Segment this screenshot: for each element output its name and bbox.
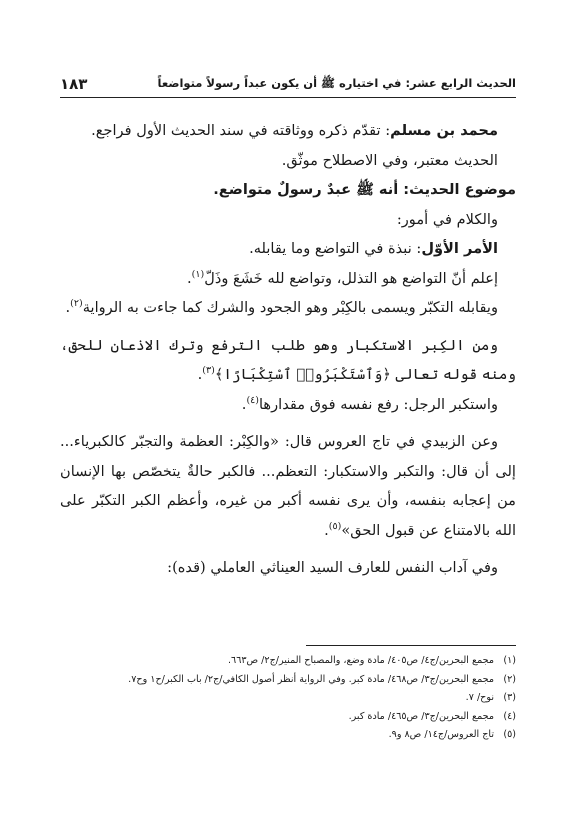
running-title: الحديث الرابع عشر: في اختياره ﷺ أن يكون عبداً رسولاً متواضعاً: [157, 76, 516, 90]
footnote-text: مجمع البحرين/ج٣/ ص٤٦٥/ مادة كبر.: [348, 710, 494, 722]
istakbara-end: .: [241, 395, 247, 413]
section-heading: موضوع الحديث: أنه ﷺ عبدٌ رسولٌ متواضع.: [213, 181, 516, 198]
humility-end: .: [187, 269, 192, 287]
paragraph-arrogance: [60, 293, 516, 323]
footnote-ref-1: (١): [191, 268, 205, 280]
footnote-number: (٤): [503, 710, 516, 722]
istikbar-text: ومن الكِبر الاستكبار وهو طلب الترفع وترك الاذعان للحق، ومنه قوله تعالى ﴿وَٱسْتَكْبَرُوا۟ ٱسْتِكْبَارًا﴾: [60, 336, 516, 383]
running-header: [60, 68, 516, 98]
paragraph-humility: [60, 264, 516, 294]
humility-text: إعلم أنّ التواضع هو التذلل، وتواضع لله خَشَعَ وذَلّ: [204, 269, 498, 287]
narrator-note: : تقدّم ذكره ووثاقته في سند الحديث الأول فراجع.: [91, 122, 391, 139]
footnote-ref-5: (٥): [328, 520, 342, 532]
arrogance-end: .: [65, 299, 71, 316]
footnote-text: تاج العروس/ج١٤/ ص٨ و٩.: [388, 729, 494, 740]
page-body: [60, 116, 516, 583]
paragraph-grading: الحديث معتبر، وفي الاصطلاح موثّق.: [281, 151, 498, 169]
footnote-item: [60, 652, 516, 671]
zabidi-text: وعن الزبيدي في تاج العروس قال: «والكِبْر: العظمة والتجبّر كالكبرياء... إلى أن قال: والتكبر والاستكبار: التعظم... فالكبر حالةٌ يتخصّص بها الإنسان من إعجابه بنفسه، وأن يرى نفسه أكبر من غيره، وأعظم الكبر التكبّر على الله بالامتناع عن قبول الحق»: [60, 433, 516, 539]
footnotes: [60, 652, 516, 745]
footnote-ref-2: (٢): [70, 298, 83, 310]
paragraph-narrator: [60, 116, 516, 146]
paragraph-adab: وفي آداب النفس للعارف السيد العيناثي العاملي (قده):: [167, 559, 498, 576]
footnote-text: نوح/ ٧.: [465, 692, 494, 703]
paragraph-istakbara: [60, 390, 516, 420]
footnote-item: [60, 708, 516, 727]
footnote-text: مجمع البحرين/ج٤/ ص٤٠٥/ مادة وضع، والمصباح المنير/ج٢/ ص٦٦٣.: [227, 655, 494, 666]
footnote-number: (٥): [503, 729, 516, 740]
first-matter-text: : نبذة في التواضع وما يقابله.: [249, 240, 422, 257]
footnote-item: [60, 689, 516, 708]
istikbar-end: .: [197, 366, 203, 383]
footnote-ref-3: (٣): [202, 365, 215, 377]
footnote-item: [60, 671, 516, 690]
footnote-number: (١): [503, 655, 516, 666]
footnote-item: [60, 726, 516, 745]
footnote-ref-4: (٤): [246, 394, 259, 406]
page-number: ١٨٣: [60, 75, 88, 93]
paragraph-intro: والكلام في أمور:: [396, 210, 498, 228]
footnote-text: مجمع البحرين/ج٣/ ص٤٦٨/ مادة كبر. وفي الرواية أنظر أصول الكافي/ج٢/ باب الكبر/ح١ وح٧.: [128, 673, 494, 685]
footnote-number: (٢): [503, 673, 516, 685]
paragraph-zabidi: [60, 427, 516, 545]
footnote-divider: [306, 645, 516, 646]
istakbara-text: واستكبر الرجل: رفع نفسه فوق مقدارها: [258, 395, 498, 413]
narrator-name: محمد بن مسلم: [390, 122, 498, 139]
zabidi-end: .: [324, 521, 329, 539]
arrogance-text: ويقابله التكبّر ويسمى بالكِبْر وهو الجحود والشرك كما جاءت به الرواية: [82, 299, 498, 316]
footnote-number: (٣): [503, 692, 516, 703]
first-matter-label: الأمر الأوّل: [421, 240, 498, 257]
paragraph-istikbar: [60, 331, 516, 390]
paragraph-first-matter: [60, 234, 516, 264]
